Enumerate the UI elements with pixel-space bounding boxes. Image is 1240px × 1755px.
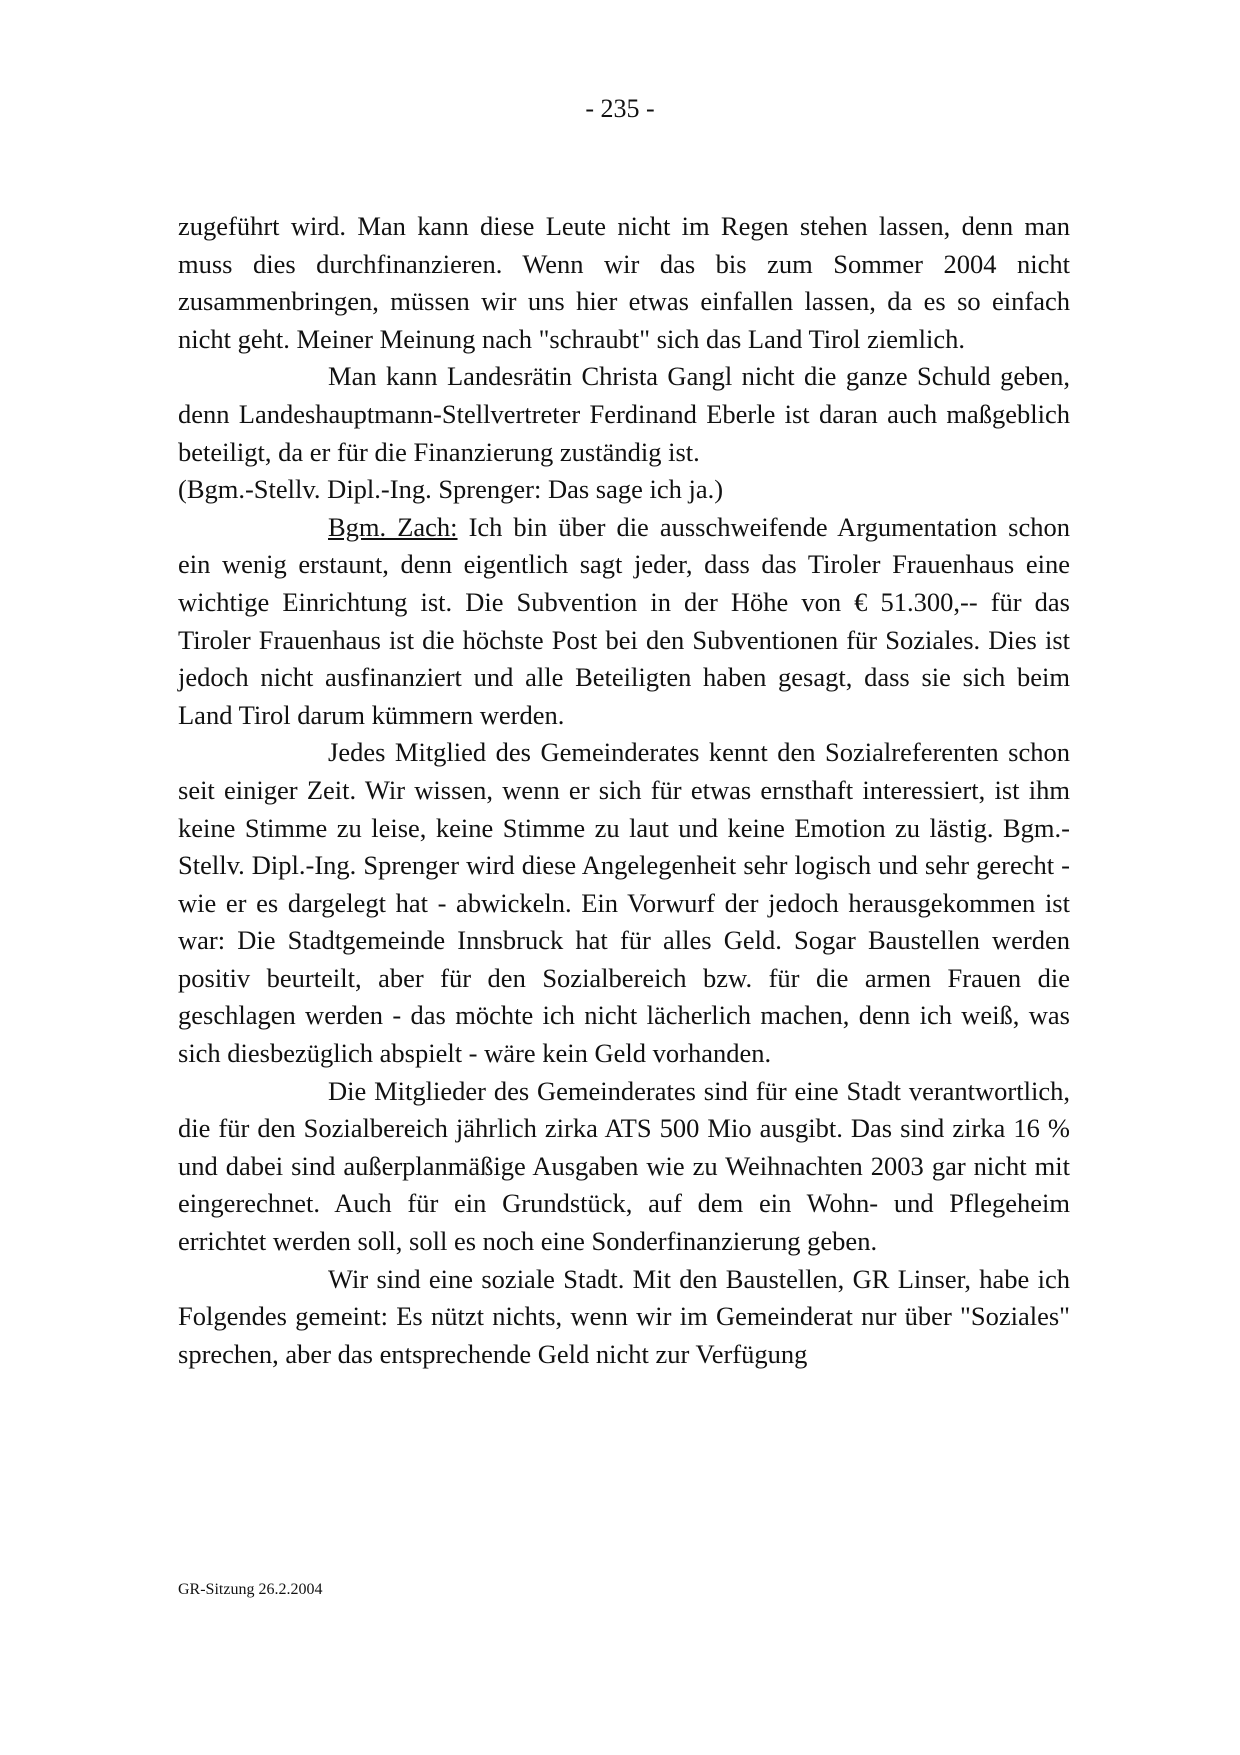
document-body bbox=[178, 208, 1070, 1373]
paragraph-1: zugeführt wird. Man kann diese Leute nicht im Regen stehen lassen, denn man muss dies durchfinanzieren. Wenn wir das bis zum Sommer 2004 nicht zusammenbringen, müssen wir uns hier etwas einfallen lassen, da es so einfach nicht geht. Meiner Meinung nach "schraubt" sich das Land Tirol ziemlich. bbox=[178, 211, 1070, 354]
interjection: (Bgm.-Stellv. Dipl.-Ing. Sprenger: Das sage ich ja.) bbox=[178, 474, 724, 505]
paragraph-3 bbox=[178, 509, 1070, 735]
footer: GR-Sitzung 26.2.2004 bbox=[178, 1581, 323, 1598]
paragraph-5: Die Mitglieder des Gemeinderates sind für eine Stadt verantwortlich, die für den Sozialbereich jährlich zirka ATS 500 Mio ausgibt. Das sind zirka 16 % und dabei sind außerplanmäßige Ausgaben wie zu Weihnachten 2003 gar nicht mit eingerechnet. Auch für ein Grundstück, auf dem ein Wohn- und Pflegeheim errichtet werden soll, soll es noch eine Sonderfinanzierung geben. bbox=[178, 1075, 1070, 1257]
speaker-label: Bgm. Zach: bbox=[328, 511, 458, 542]
paragraph-6: Wir sind eine soziale Stadt. Mit den Baustellen, GR Linser, habe ich Folgendes gemeint: Es nützt nichts, wenn wir im Gemeinderat nur über "Soziales" sprechen, aber das entsprechende Geld nicht zur Verfügung bbox=[178, 1263, 1070, 1369]
paragraph-4: Jedes Mitglied des Gemeinderates kennt den Sozialreferenten schon seit einiger Zeit. Wir wissen, wenn er sich für etwas ernsthaft interessiert, ist ihm keine Stimme zu leise, keine Stimme zu laut und keine Emotion zu lästig. Bgm.-Stellv. Dipl.-Ing. Sprenger wird diese Angelegenheit sehr logisch und sehr gerecht - wie er es dargelegt hat - abwickeln. Ein Vorwurf der jedoch herausgekommen ist war: Die Stadtgemeinde Innsbruck hat für alles Geld. Sogar Baustellen werden positiv beurteilt, aber für den Sozialbereich bzw. für die armen Frauen die geschlagen werden - das möchte ich nicht lächerlich machen, denn ich weiß, was sich diesbezüglich abspielt - wäre kein Geld vorhanden. bbox=[178, 737, 1070, 1069]
page-number: - 235 - bbox=[585, 94, 655, 123]
paragraph-2: Man kann Landesrätin Christa Gangl nicht die ganze Schuld geben, denn Landeshauptmann-Stellvertreter Ferdinand Eberle ist daran auch maßgeblich beteiligt, da er für die Finanzierung zuständig ist. bbox=[178, 361, 1070, 467]
paragraph-3-text: Ich bin über die ausschweifende Argumentation schon ein wenig erstaunt, denn eigentlich sagt jeder, dass das Tiroler Frauenhaus eine wichtige Einrichtung ist. Die Subvention in der Höhe von € 51.300,-- für das Tiroler Frauenhaus ist die höchste Post bei den Subventionen für Soziales. Dies ist jedoch nicht ausfinanziert und alle Beteiligten haben gesagt, dass sie sich beim Land Tirol darum kümmern werden. bbox=[178, 511, 1070, 730]
